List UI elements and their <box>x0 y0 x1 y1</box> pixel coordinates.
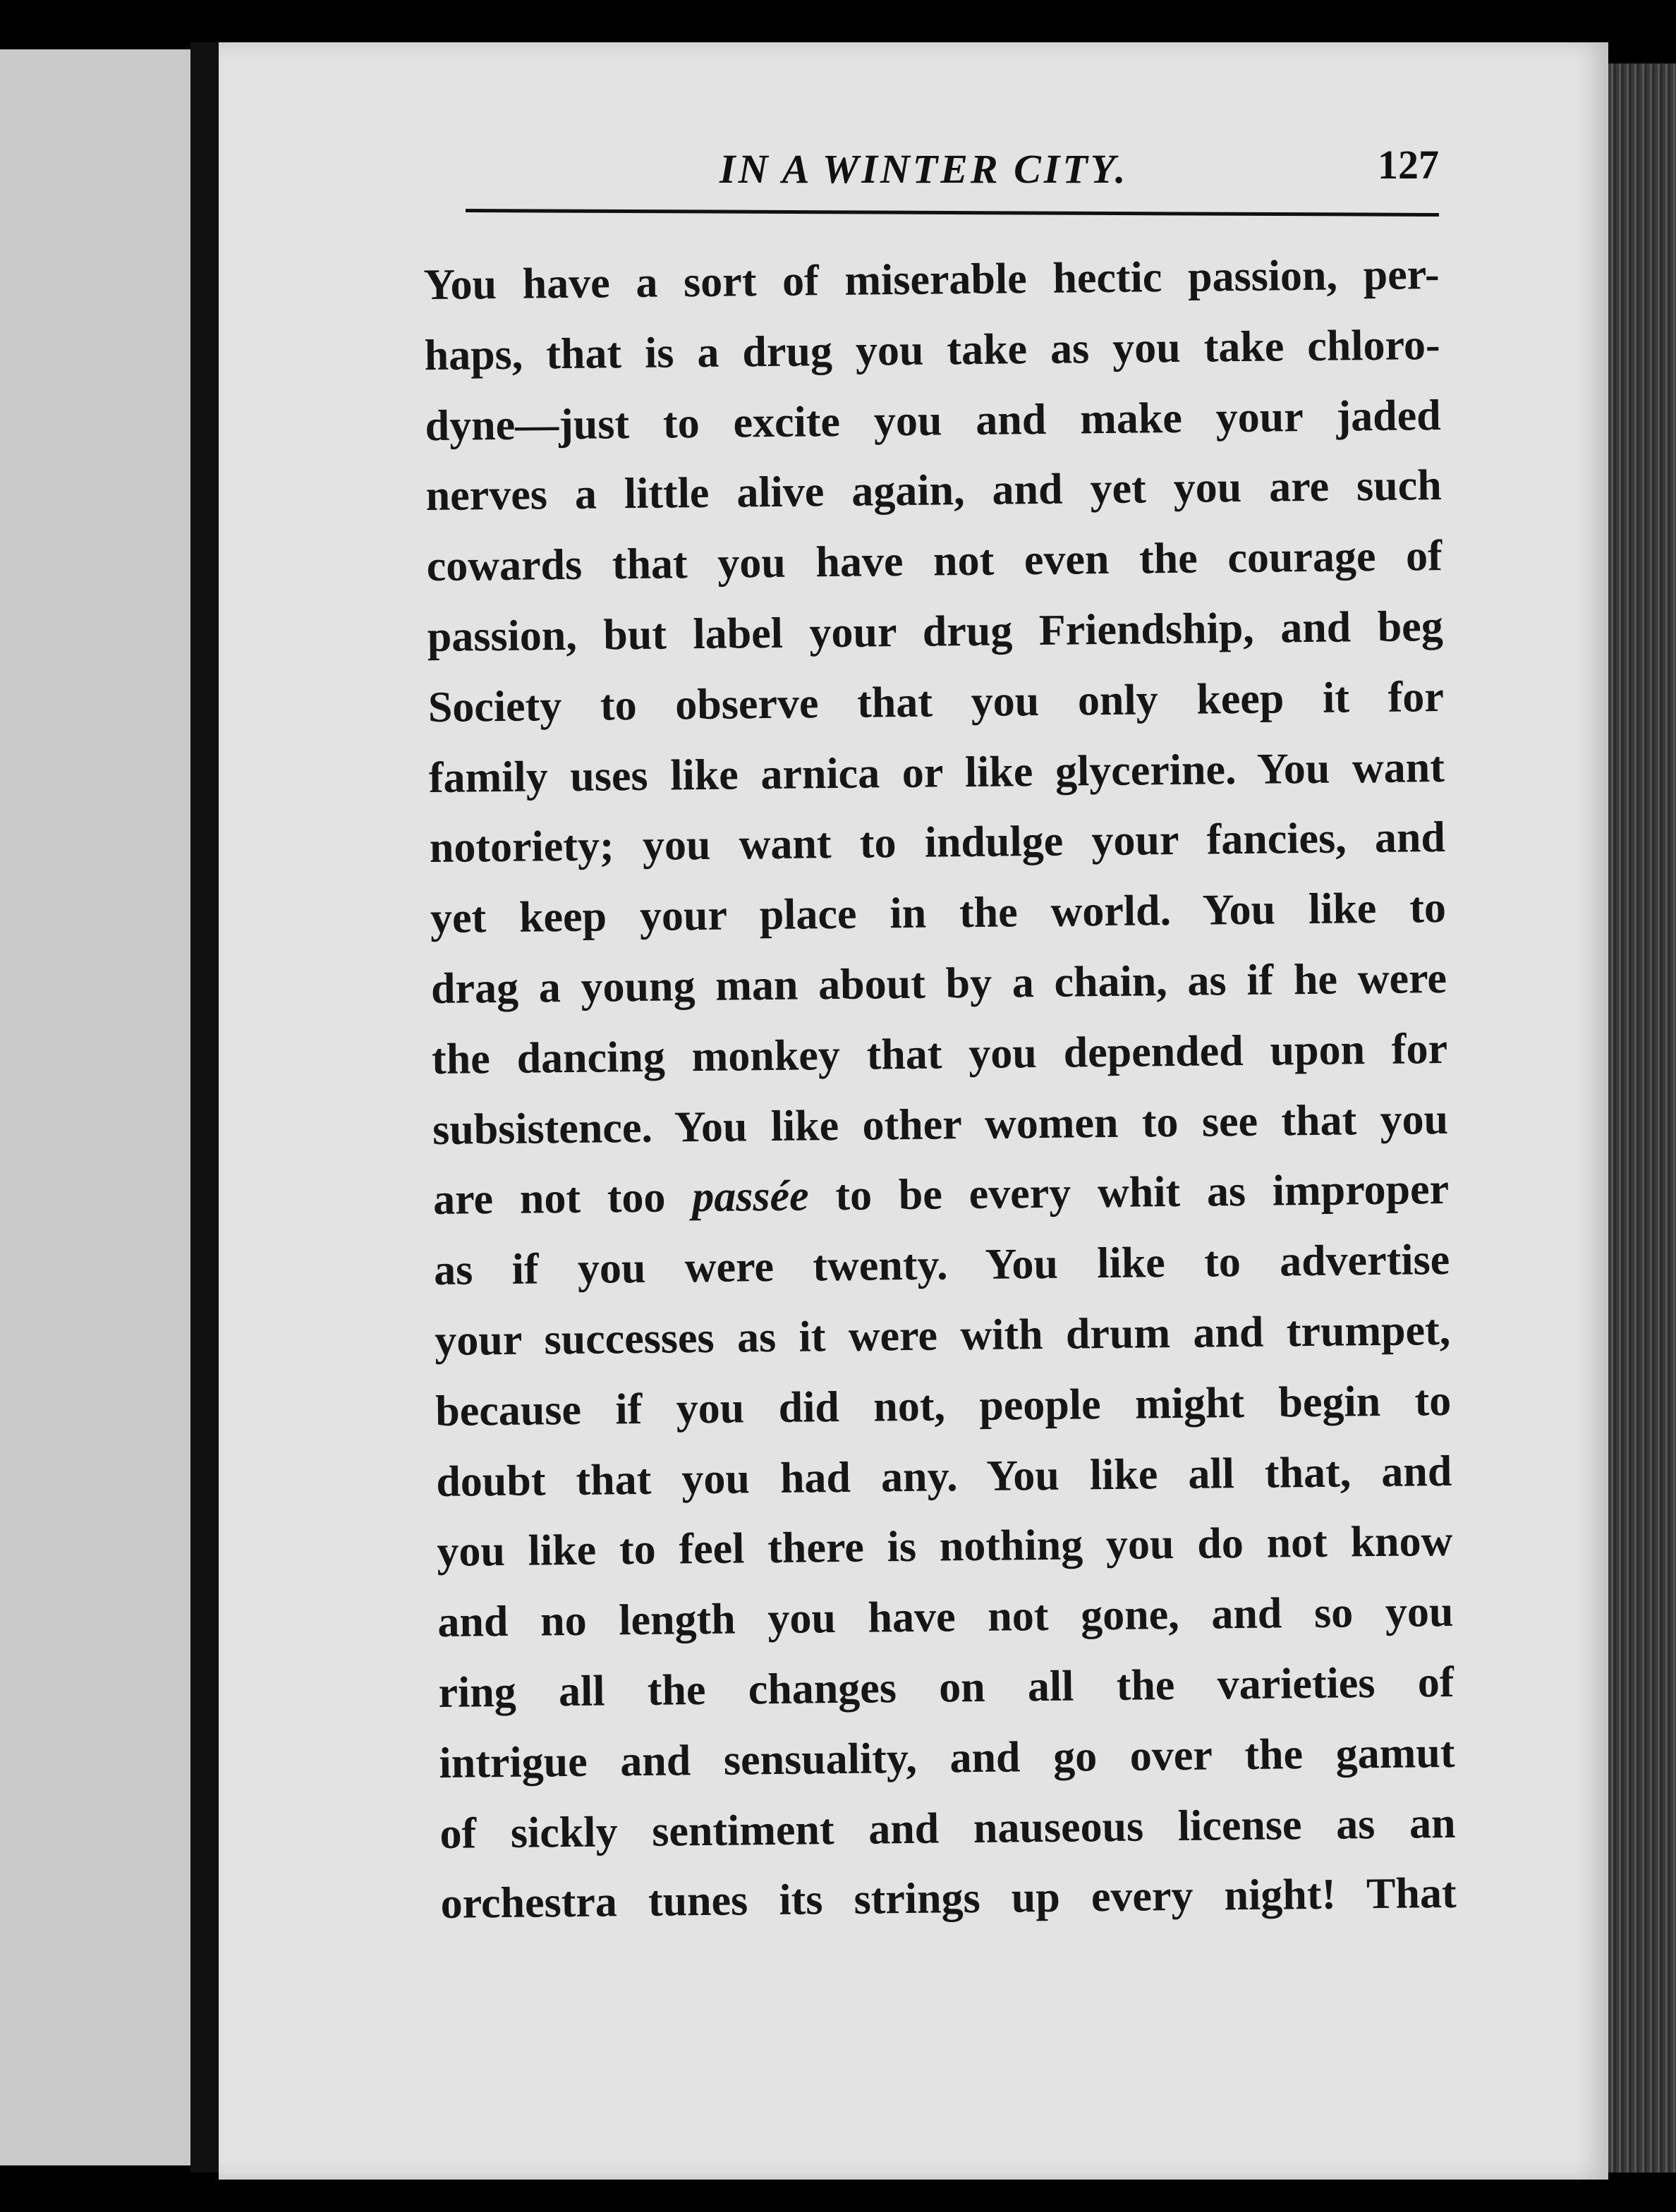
page-number: 127 <box>1378 142 1439 188</box>
text-line: and no length you have not gone, and so you <box>437 1588 1454 1647</box>
text-line: Society to observe that you only keep it for <box>427 672 1445 731</box>
page-edges <box>1608 63 1676 2172</box>
italic-word: passée <box>691 1172 809 1222</box>
text-line: of sickly sentiment and nauseous license as an <box>439 1799 1456 1858</box>
text-line: as if you were twenty. You like to advertise <box>433 1236 1450 1295</box>
text-segment: to be every whit as improper <box>835 1165 1450 1220</box>
text-line: haps, that is a drug you take as you take chloro- <box>424 320 1440 379</box>
text-line: family uses like arnica or like glycerine. You want <box>428 743 1445 802</box>
text-line: orchestra tunes its strings up every night! That <box>440 1869 1457 1928</box>
running-title: IN A WINTER CITY. <box>719 146 1129 192</box>
facing-page <box>0 49 212 2165</box>
text-line: the dancing monkey that you depended upon for <box>431 1024 1448 1083</box>
text-line: notoriety; you want to indulge your fancies, and <box>429 813 1446 873</box>
text-line-with-italic <box>433 1155 1450 1236</box>
text-line: subsistence. You like other women to see that you <box>432 1095 1449 1154</box>
text-line: ring all the changes on all the varieties of <box>438 1658 1455 1717</box>
body-text <box>423 240 1457 1940</box>
text-line: nerves a little alive again, and yet you are such <box>425 461 1443 521</box>
text-segment: are not too <box>432 1173 666 1224</box>
text-line: drag a young man about by a chain, as if he were <box>430 954 1447 1013</box>
text-line: because if you did not, people might begin to <box>435 1376 1452 1435</box>
text-line: you like to feel there is nothing you do not know <box>437 1517 1453 1576</box>
text-line: You have a sort of miserable hectic passion, per- <box>423 250 1440 310</box>
text-line: passion, but label your drug Friendship, and beg <box>427 602 1444 662</box>
text-line: yet keep your place in the world. You like to <box>430 884 1447 943</box>
text-line: dyne—just to excite you and make your jaded <box>425 391 1441 450</box>
text-line: your successes as it were with drum and trumpet, <box>434 1306 1451 1365</box>
book-gutter <box>190 42 219 2172</box>
text-line: cowards that you have not even the courage of <box>426 532 1443 591</box>
text-line: intrigue and sensuality, and go over the gamut <box>439 1728 1455 1787</box>
text-line: doubt that you had any. You like all that, and <box>436 1447 1452 1506</box>
running-head <box>466 141 1439 198</box>
